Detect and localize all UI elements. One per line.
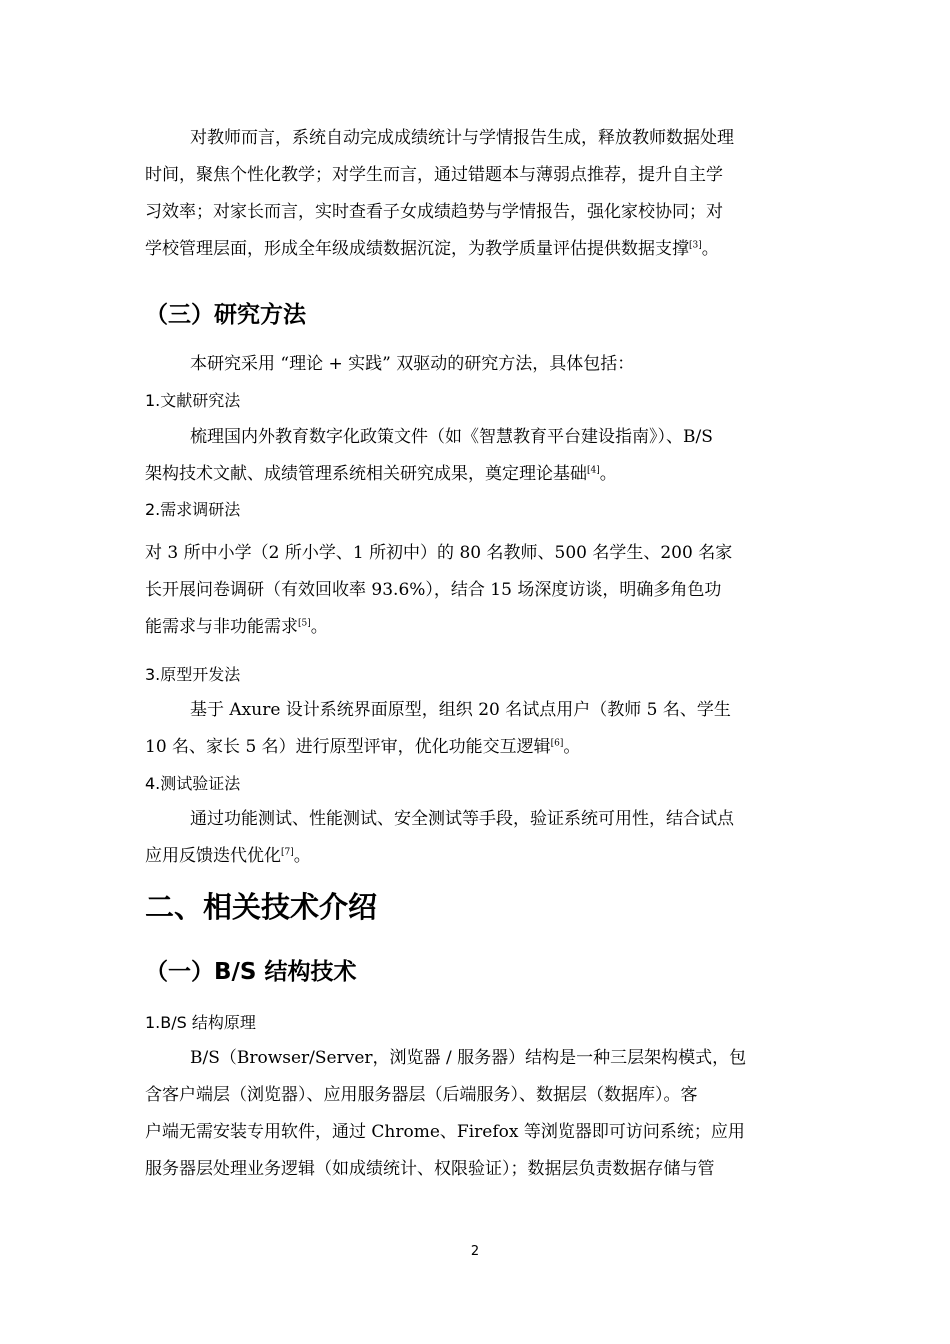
text-segment: 能需求与非功能需求 bbox=[145, 617, 298, 637]
section-heading-bs: （一）B/S 结构技术 bbox=[145, 959, 357, 985]
text-line bbox=[145, 609, 810, 646]
text-line bbox=[145, 838, 810, 875]
citation-ref: [4] bbox=[587, 465, 600, 476]
chapter-heading-tech: 二、相关技术介绍 bbox=[145, 890, 378, 924]
text-segment: 。 bbox=[701, 239, 719, 259]
paragraph-benefits bbox=[145, 120, 810, 268]
page-number: 2 bbox=[470, 1244, 480, 1259]
text-line: 梳理国内外教育数字化政策文件（如《智慧教育平台建设指南》）、B/S bbox=[190, 427, 713, 447]
text-line bbox=[145, 456, 810, 493]
text-line: 含客户端层（浏览器）、应用服务器层（后端服务）、数据层（数据库）。客 bbox=[145, 1085, 698, 1105]
text-line: 基于 Axure 设计系统界面原型，组织 20 名试点用户（教师 5 名、学生 bbox=[190, 700, 731, 720]
subheading-survey-method: 2.需求调研法 bbox=[145, 500, 241, 519]
paragraph-literature-method bbox=[145, 419, 810, 493]
citation-ref: [5] bbox=[298, 618, 311, 629]
text-line bbox=[145, 729, 810, 766]
text-line: 长开展问卷调研（有效回收率 93.6%），结合 15 场深度访谈，明确多角色功 bbox=[145, 580, 722, 600]
text-line: 时间，聚焦个性化教学；对学生而言，通过错题本与薄弱点推荐，提升自主学 bbox=[145, 165, 723, 185]
paragraph-testing-method bbox=[145, 801, 810, 875]
subheading-literature-method: 1.文献研究法 bbox=[145, 391, 241, 410]
text-segment: 10 名、家长 5 名）进行原型评审，优化功能交互逻辑 bbox=[145, 737, 551, 757]
paragraph-methods-intro bbox=[145, 346, 810, 383]
text-line: B/S（Browser/Server，浏览器 / 服务器）结构是一种三层架构模式，包 bbox=[190, 1048, 747, 1068]
text-line: 户端无需安装专用软件，通过 Chrome、Firefox 等浏览器即可访问系统；应用 bbox=[145, 1122, 745, 1142]
citation-ref: [7] bbox=[281, 847, 294, 858]
subheading-testing-method: 4.测试验证法 bbox=[145, 774, 241, 793]
text-segment: 。 bbox=[310, 617, 328, 637]
text-segment: 学校管理层面，形成全年级成绩数据沉淀，为教学质量评估提供数据支撑 bbox=[145, 239, 689, 259]
text-line: 服务器层处理业务逻辑（如成绩统计、权限验证）；数据层负责数据存储与管 bbox=[145, 1159, 715, 1179]
text-segment: 。 bbox=[293, 846, 311, 866]
text-line: 习效率；对家长而言，实时查看子女成绩趋势与学情报告，强化家校协同；对 bbox=[145, 202, 723, 222]
text-line bbox=[145, 231, 810, 268]
paragraph-bs-principle bbox=[145, 1040, 810, 1188]
paragraph-prototype-method bbox=[145, 692, 810, 766]
subheading-bs-principle: 1.B/S 结构原理 bbox=[145, 1013, 256, 1032]
text-line: 对 3 所中小学（2 所小学、1 所初中）的 80 名教师、500 名学生、200 名家 bbox=[145, 543, 733, 563]
subheading-prototype-method: 3.原型开发法 bbox=[145, 665, 241, 684]
text-segment: 应用反馈迭代优化 bbox=[145, 846, 281, 866]
text-line: 通过功能测试、性能测试、安全测试等手段，验证系统可用性，结合试点 bbox=[190, 809, 734, 829]
text-line: 本研究采用 “理论 + 实践” 双驱动的研究方法，具体包括： bbox=[190, 354, 635, 374]
section-heading-methods: （三）研究方法 bbox=[145, 302, 306, 328]
citation-ref: [3] bbox=[689, 240, 702, 251]
paragraph-survey-method bbox=[145, 535, 810, 646]
text-line: 对教师而言，系统自动完成成绩统计与学情报告生成，释放教师数据处理 bbox=[190, 128, 734, 148]
text-segment: 架构技术文献、成绩管理系统相关研究成果，奠定理论基础 bbox=[145, 464, 587, 484]
text-segment: 。 bbox=[599, 464, 617, 484]
text-segment: 。 bbox=[563, 737, 581, 757]
citation-ref: [6] bbox=[550, 738, 564, 749]
